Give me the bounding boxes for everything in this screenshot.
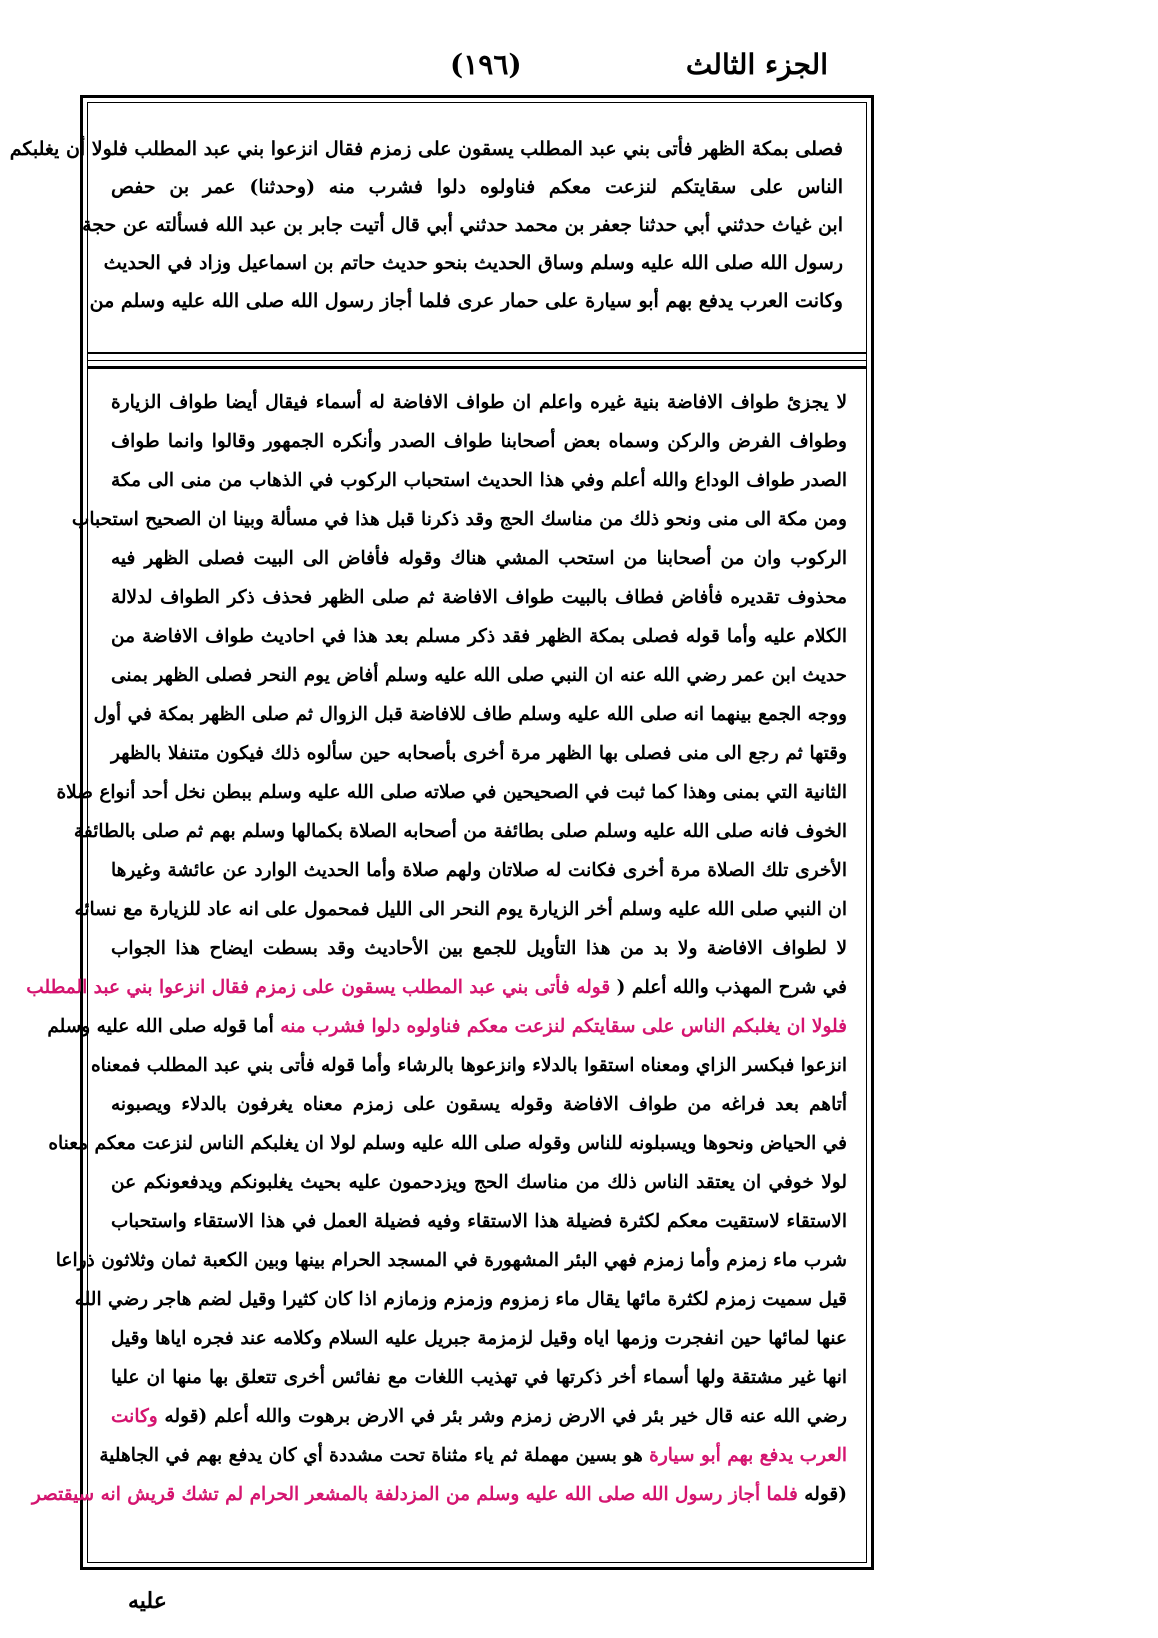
commentary-text: [26, 383, 847, 1514]
commentary-line: ان النبي صلى الله عليه وسلم أخر الزيارة يوم النحر الى الليل فمحمول على انه عاد للزيارة مع نسائه: [74, 899, 847, 920]
page-frame: [9, 95, 874, 1570]
hadith-line: رسول الله صلى الله عليه وسلم وساق الحديث بنحو حديث حاتم بن اسماعيل وزاد في الحديث: [103, 252, 843, 274]
commentary-line-mixed: [111, 1397, 847, 1436]
volume-title: الجزء الثالث: [685, 48, 828, 81]
commentary-line: الكلام عليه وأما قوله فصلى بمكة الظهر فقد ذكر مسلم بعد هذا في احاديث طواف الافاضة من: [111, 626, 847, 647]
commentary-text-run: (قوله: [804, 1484, 847, 1505]
hadith-line: الناس على سقايتكم لنزعت معكم فناولوه دلوا فشرب منه (وحدثنا) عمر بن حفص: [111, 176, 843, 198]
commentary-line: الركوب وان من أصحابنا من استحب المشي هناك وقوله فأفاض الى البيت فصلى الظهر فيه: [111, 548, 847, 569]
page-number: (١٩٦): [450, 48, 522, 81]
commentary-line: قيل سميت زمزم لكثرة مائها يقال ماء زمزوم وزمزم وزمازم اذا كان كثيرا وقيل لضم هاجر رضي الله: [74, 1289, 847, 1310]
commentary-line: شرب ماء زمزم وأما زمزم فهي البئر المشهورة في المسجد الحرام بينها وبين الكعبة ثمان وثلاثون ذراعا: [55, 1250, 847, 1271]
commentary-line: الثانية التي بمنى وهذا كما ثبت في الصحيحين في صلاته صلى الله عليه وسلم ببطن نخل أحد أنواع صلاة: [56, 782, 847, 803]
commentary-line: حديث ابن عمر رضي الله عنه ان النبي صلى الله عليه وسلم أفاض يوم النحر فصلى الظهر بمنى: [111, 665, 847, 686]
commentary-line: عنها لمائها حين انفجرت وزمها اياه وقيل لزمزمة جبريل عليه السلام وكلامه عند فجره اياها وقيل: [111, 1328, 847, 1349]
commentary-line: وقتها ثم رجع الى منى فصلى بها الظهر مرة أخرى بأصحابه حين سألوه ذلك فيكون متنفلا بالظهر: [111, 743, 847, 764]
commentary-line: ومن مكة الى منى ونحو ذلك من مناسك الحج وقد ذكرنا قبل هذا في مسألة وبينا ان الصحيح استحباب: [71, 509, 847, 530]
commentary-line: الأخرى تلك الصلاة مرة أخرى فكانت له صلاتان ولهم صلاة وأما الحديث الوارد عن عائشة وغيرها: [111, 860, 847, 881]
commentary-text-run: رضي الله عنه قال خير بئر في الارض زمزم وشر بئر في الارض برهوت والله أعلم (قوله: [164, 1406, 847, 1427]
commentary-text-run: أما قوله صلى الله عليه وسلم: [47, 1016, 274, 1037]
separator-rule: [87, 366, 867, 369]
commentary-line: وطواف الفرض والركن وسماه بعض أصحابنا طواف الصدر وأنكره الجمهور وقالوا وانما طواف: [111, 431, 847, 452]
commentary-text-run: في شرح المهذب والله أعلم (: [616, 977, 847, 998]
commentary-line: الخوف فانه صلى الله عليه وسلم صلى بطائفة من أصحابه الصلاة بكمالها وسلم بهم ثم صلى بالطائفة: [73, 821, 847, 842]
hadith-text: [9, 130, 843, 320]
commentary-line-mixed: [31, 1475, 847, 1514]
commentary-line: ووجه الجمع بينهما انه صلى الله عليه وسلم طاف للافاضة قبل الزوال ثم صلى الظهر بمكة في أول: [93, 704, 847, 725]
commentary-line-mixed: [26, 968, 847, 1007]
commentary-line: لولا خوفي ان يعتقد الناس ذلك من مناسك الحج ويزدحمون عليه بحيث يغلبونكم ويدفعونكم عن: [111, 1172, 847, 1193]
hadith-line: فصلى بمكة الظهر فأتى بني عبد المطلب يسقون على زمزم فقال انزعوا بني عبد المطلب فلولا أن يغلبكم: [9, 138, 843, 160]
quoted-matn-highlight: قوله فأتى بني عبد المطلب يسقون على زمزم فقال انزعوا بني عبد المطلب: [26, 977, 611, 998]
separator-line: [87, 360, 867, 361]
commentary-line: الصدر طواف الوداع والله أعلم وفي هذا الحديث استحباب الركوب في الذهاب من منى الى مكة: [111, 470, 847, 491]
catchword: عليه: [128, 1588, 167, 1614]
hadith-line: وكانت العرب يدفع بهم أبو سيارة على حمار عرى فلما أجاز رسول الله صلى الله عليه وسلم من: [89, 290, 843, 312]
commentary-line: في الحياض ونحوها ويسبلونه للناس وقوله صلى الله عليه وسلم لولا ان يغلبكم الناس لنزعت معكم معناه: [48, 1133, 847, 1154]
quoted-matn-highlight: وكانت: [111, 1406, 158, 1427]
commentary-line-mixed: [99, 1436, 847, 1475]
commentary-line: الاستقاء لاستقيت معكم لكثرة فضيلة هذا الاستقاء وفيه فضيلة العمل في هذا الاستقاء واستحباب: [111, 1211, 847, 1232]
commentary-line-mixed: [47, 1007, 847, 1046]
quoted-matn-highlight: فلولا ان يغلبكم الناس على سقايتكم لنزعت معكم فناولوه دلوا فشرب منه: [280, 1016, 847, 1037]
quoted-matn-highlight: العرب يدفع بهم أبو سيارة: [649, 1445, 847, 1466]
commentary-text-run: هو بسين مهملة ثم ياء مثناة تحت مشددة أي كان يدفع بهم في الجاهلية: [99, 1445, 643, 1466]
commentary-line: لا لطواف الافاضة ولا بد من هذا التأويل للجمع بين الأحاديث وقد بسطت ايضاح هذا الجواب: [111, 938, 847, 959]
commentary-line: انزعوا فبكسر الزاي ومعناه استقوا بالدلاء وانزعوها بالرشاء وأما قوله فأتى بني عبد المطلب فمعناه: [90, 1055, 847, 1076]
commentary-line: أتاهم بعد فراغه من طواف الافاضة وقوله يسقون على زمزم معناه يغرفون بالدلاء ويصبونه: [111, 1094, 847, 1115]
commentary-line: لا يجزئ طواف الافاضة بنية غيره واعلم ان طواف الافاضة له أسماء فيقال أيضا طواف الزيارة: [111, 392, 847, 413]
hadith-line: ابن غياث حدثني أبي حدثنا جعفر بن محمد حدثني أبي قال أتيت جابر بن عبد الله فسألته عن حجة: [82, 214, 843, 236]
quoted-matn-highlight: فلما أجاز رسول الله صلى الله عليه وسلم من المزدلفة بالمشعر الحرام لم تشك قريش انه سيقتصر: [31, 1484, 798, 1505]
commentary-line: محذوف تقديره فأفاض فطاف بالبيت طواف الافاضة ثم صلى الظهر فحذف ذكر الطواف لدلالة: [111, 587, 847, 608]
commentary-line: انها غير مشتقة ولها أسماء أخر ذكرتها في تهذيب اللغات مع نفائس أخرى تتعلق بها منها ان عليا: [111, 1367, 847, 1388]
